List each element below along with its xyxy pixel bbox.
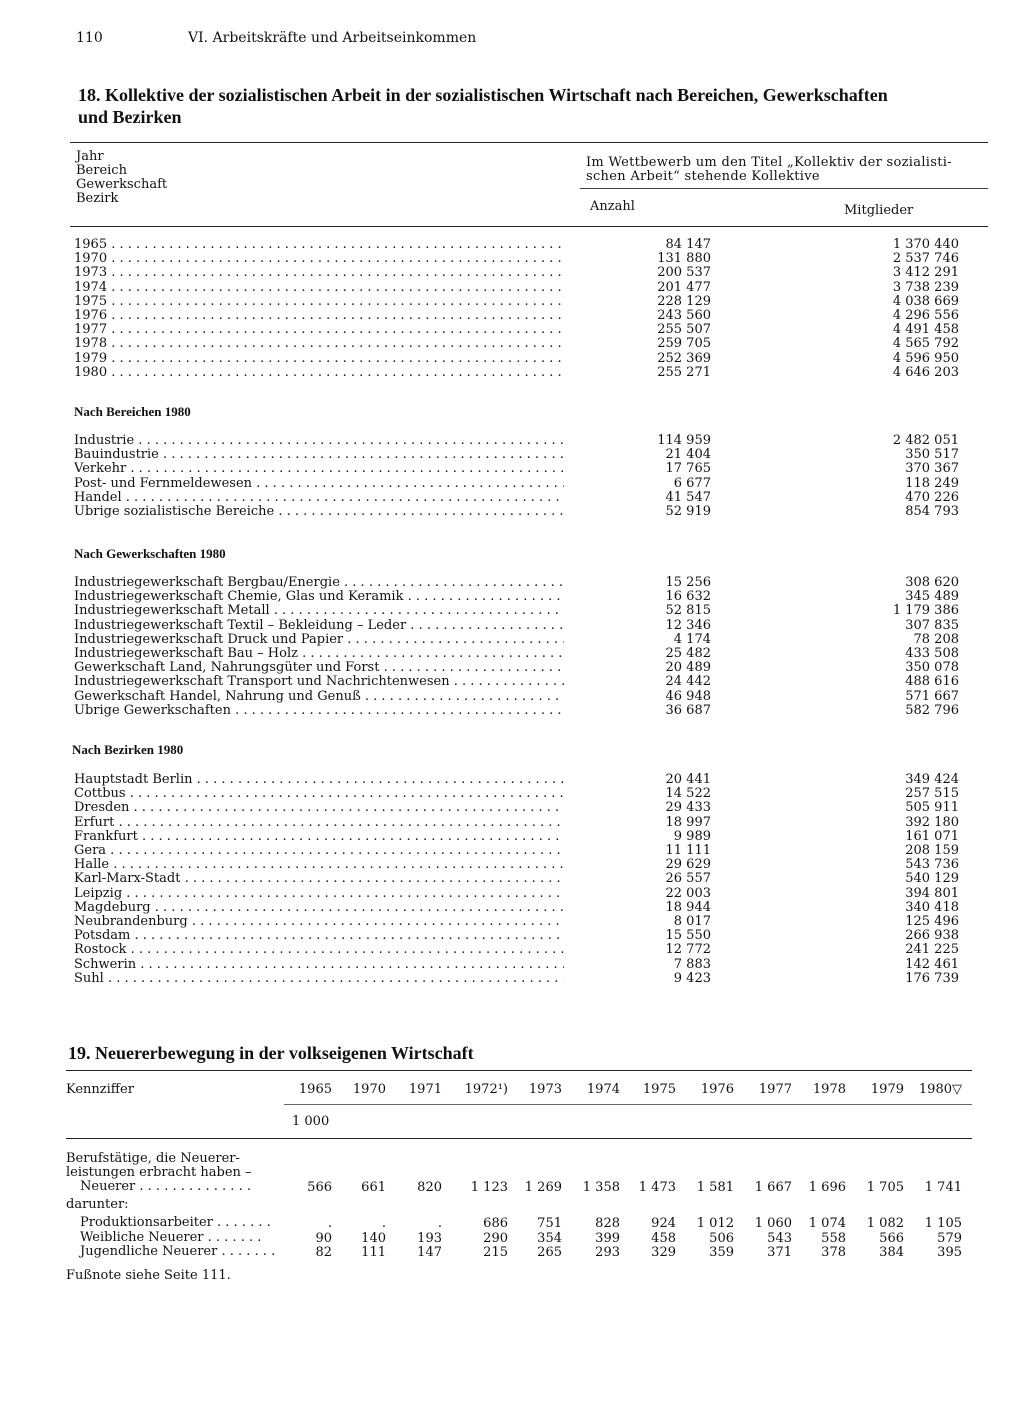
table-row: [74, 477, 989, 491]
table-cell: 371: [767, 1245, 792, 1260]
row-label: Gewerkschaft Handel, Nahrung und Genuß . . .: [74, 690, 564, 704]
value-anzahl: 25 482: [665, 646, 711, 661]
table-row: [74, 929, 989, 943]
section-bezirke: Nach Bezirken 1980: [72, 742, 184, 757]
value-mitglieder: 4 038 669: [892, 293, 959, 309]
year-header: 1980▽: [918, 1082, 962, 1097]
value-mitglieder: 142 461: [905, 956, 959, 972]
value-anzahl: 11 111: [665, 843, 711, 858]
value-mitglieder: 505 911: [905, 800, 959, 816]
row-label: 1970 . . .: [74, 252, 564, 266]
col-header-anzahl: Anzahl: [590, 199, 635, 214]
table-cell: 1 358: [582, 1180, 620, 1195]
value-mitglieder: 543 736: [905, 857, 959, 873]
value-anzahl: 9 989: [673, 828, 711, 844]
row-label: Erfurt . . .: [74, 816, 564, 830]
table-row: [74, 901, 989, 915]
table-19-title: 19. Neuererbewegung in der volkseigenen Wirtschaft: [68, 1043, 474, 1063]
row-label: Industriegewerkschaft Bergbau/Energie . . .: [74, 576, 564, 590]
value-anzahl: 15 550: [665, 928, 711, 944]
table-row: [74, 366, 989, 380]
value-mitglieder: 345 489: [905, 589, 959, 605]
value-mitglieder: 241 225: [905, 942, 959, 958]
table-row: [74, 633, 989, 647]
table-row: [74, 323, 989, 337]
value-anzahl: 255 271: [657, 364, 711, 380]
table-row: [74, 887, 989, 901]
table-cell: 1 473: [638, 1180, 676, 1195]
row-label: 1978 . . .: [74, 337, 564, 351]
table-row: [74, 830, 989, 844]
table-cell: 1 667: [754, 1180, 792, 1195]
row-label: Industriegewerkschaft Textil – Bekleidung – Leder . . .: [74, 619, 564, 633]
table-row: [74, 505, 989, 519]
table-cell: 329: [651, 1245, 676, 1260]
table-cell: 751: [537, 1216, 562, 1231]
row-label: Rostock . . .: [74, 943, 564, 957]
table-row: [74, 647, 989, 661]
row-label: Magdeburg . . .: [74, 901, 564, 915]
year-header: 1977: [758, 1082, 792, 1097]
year-header: 1971: [408, 1082, 442, 1097]
value-anzahl: 7 883: [673, 956, 711, 972]
table-cell: 543: [767, 1230, 792, 1246]
value-anzahl: 16 632: [665, 589, 711, 605]
value-mitglieder: 4 296 556: [892, 308, 959, 323]
table-row: [74, 252, 989, 266]
unit-label: 1 000: [292, 1114, 330, 1129]
table-cell: 140: [361, 1230, 386, 1246]
table-row: [74, 238, 989, 252]
table-row: [74, 462, 989, 476]
year-header: 1970: [352, 1082, 386, 1097]
table-row: [74, 958, 989, 972]
table-cell: 820: [417, 1180, 442, 1195]
row-label-line: Neuerer . . . . . . . . . . . . . .: [80, 1179, 251, 1194]
value-mitglieder: 307 835: [905, 617, 959, 633]
table-cell: 1 741: [924, 1180, 962, 1195]
value-anzahl: 18 944: [665, 899, 711, 915]
row-label: 1979 . . .: [74, 352, 564, 366]
table-cell: 293: [595, 1245, 620, 1260]
row-label: 1980 . . .: [74, 366, 564, 380]
table-cell: 399: [595, 1230, 620, 1246]
table-row: [74, 281, 989, 295]
table-cell: 215: [483, 1245, 508, 1260]
row-label: 1976 . . .: [74, 309, 564, 323]
table-row: [74, 816, 989, 830]
row-label: Potsdam . . .: [74, 929, 564, 943]
row-label: 1965 . . .: [74, 238, 564, 252]
value-mitglieder: 3 738 239: [892, 279, 959, 295]
group-header-rule: [580, 188, 988, 189]
value-anzahl: 201 477: [657, 279, 711, 295]
stub-header-line: Bezirk: [76, 191, 119, 206]
running-head-title: VI. Arbeitskräfte und Arbeitseinkommen: [188, 30, 477, 46]
value-anzahl: 20 489: [665, 660, 711, 676]
table-cell: 1 696: [808, 1180, 846, 1195]
value-mitglieder: 854 793: [905, 504, 959, 519]
subrow-label: Weibliche Neuerer . . . . . . .: [80, 1229, 262, 1245]
value-anzahl: 4 174: [673, 631, 711, 647]
page-number: 110: [76, 30, 103, 46]
table-cell: .: [437, 1216, 442, 1231]
year-header: 1976: [700, 1082, 734, 1097]
value-anzahl: 20 441: [665, 772, 711, 787]
value-anzahl: 15 256: [665, 575, 711, 590]
table-row: [74, 787, 989, 801]
row-label: 1973 . . .: [74, 266, 564, 280]
row-label: Gera . . .: [74, 844, 564, 858]
table-cell: 661: [361, 1180, 386, 1195]
value-anzahl: 17 765: [665, 461, 711, 477]
value-anzahl: 84 147: [665, 237, 711, 252]
table-cell: 686: [483, 1216, 508, 1231]
value-mitglieder: 266 938: [905, 928, 959, 944]
row-label: Leipzig . . .: [74, 887, 564, 901]
table-cell: 193: [417, 1230, 442, 1246]
year-header: 1978: [812, 1082, 846, 1097]
value-anzahl: 252 369: [657, 350, 711, 366]
table-row: [74, 661, 989, 675]
section-gewerkschaften: Nach Gewerkschaften 1980: [74, 546, 226, 561]
table-cell: 828: [595, 1216, 620, 1231]
row-label: Schwerin . . .: [74, 958, 564, 972]
table-18-stub-header: [76, 150, 167, 206]
value-anzahl: 12 772: [665, 942, 711, 958]
stub-header-line: Bereich: [76, 163, 127, 178]
table-row: [74, 590, 989, 604]
table-row: [74, 576, 989, 590]
value-mitglieder: 257 515: [905, 786, 959, 802]
row-label: Industriegewerkschaft Bau – Holz . . .: [74, 647, 564, 661]
col-header-mitglieder: Mitglieder: [844, 203, 914, 218]
table-cell: 359: [709, 1245, 734, 1260]
value-mitglieder: 1 370 440: [892, 237, 959, 252]
table-cell: 506: [709, 1230, 734, 1246]
year-header: 1972¹): [464, 1082, 508, 1097]
year-header: 1973: [528, 1082, 562, 1097]
value-anzahl: 24 442: [665, 674, 711, 690]
section-bereiche: Nach Bereichen 1980: [74, 404, 191, 419]
value-anzahl: 46 948: [665, 688, 711, 704]
row-label-text: Neuerer: [80, 1179, 136, 1194]
value-anzahl: 6 677: [673, 475, 711, 491]
table-cell: 566: [307, 1180, 332, 1195]
row-label: Hauptstadt Berlin . . .: [74, 773, 564, 787]
group-header-line: schen Arbeit“ stehende Kollektive: [586, 169, 820, 184]
value-mitglieder: 571 667: [905, 688, 959, 704]
value-anzahl: 12 346: [665, 617, 711, 633]
table-cell: 265: [537, 1245, 562, 1260]
value-anzahl: 9 423: [673, 970, 711, 986]
table-row: [74, 266, 989, 280]
table-row: [74, 704, 989, 718]
table-cell: 1 705: [866, 1180, 904, 1195]
table-cell: 1 082: [866, 1216, 904, 1231]
table-row: [74, 943, 989, 957]
table-cell: 558: [821, 1230, 846, 1246]
row-label: 1975 . . .: [74, 295, 564, 309]
table-cell: 458: [651, 1230, 676, 1246]
table-cell: 1 060: [754, 1216, 792, 1231]
row-label: Cottbus . . .: [74, 787, 564, 801]
table-cell: 1 105: [924, 1216, 962, 1231]
value-mitglieder: 4 565 792: [892, 336, 959, 352]
table-cell: 290: [483, 1230, 508, 1246]
row-label: Dresden . . .: [74, 801, 564, 815]
value-mitglieder: 540 129: [905, 871, 959, 887]
value-mitglieder: 350 078: [905, 660, 959, 676]
group-header-line: Im Wettbewerb um den Titel „Kollektiv der sozialisti-: [586, 155, 952, 170]
row-label-line: Berufstätige, die Neuerer-: [66, 1151, 240, 1166]
table-18-header-rule: [70, 226, 988, 227]
value-anzahl: 21 404: [665, 447, 711, 463]
table-row: [74, 844, 989, 858]
value-mitglieder: 1 179 386: [892, 603, 959, 619]
table-row: [74, 295, 989, 309]
subrow-label: Produktionsarbeiter . . . . . . .: [80, 1215, 271, 1230]
row-label: Industriegewerkschaft Chemie, Glas und Keramik . . .: [74, 590, 564, 604]
table-18-group-header: [586, 156, 986, 184]
value-mitglieder: 340 418: [905, 899, 959, 915]
table-cell: 924: [651, 1216, 676, 1231]
table-row: [74, 309, 989, 323]
value-mitglieder: 4 596 950: [892, 350, 959, 366]
value-anzahl: 18 997: [665, 814, 711, 830]
value-mitglieder: 4 491 458: [892, 322, 959, 338]
value-mitglieder: 308 620: [905, 575, 959, 590]
year-header: 1974: [586, 1082, 620, 1097]
row-label: Handel . . .: [74, 491, 564, 505]
year-header: 1979: [870, 1082, 904, 1097]
row-label: Gewerkschaft Land, Nahrungsgüter und Forst . . .: [74, 661, 564, 675]
value-anzahl: 41 547: [665, 489, 711, 505]
row-label: Industriegewerkschaft Transport und Nachrichtenwesen . . .: [74, 675, 564, 689]
table-cell: 384: [879, 1245, 904, 1260]
row-label: Industrie . . .: [74, 434, 564, 448]
table-row: [74, 448, 989, 462]
table-cell: 1 269: [524, 1180, 562, 1195]
value-anzahl: 200 537: [657, 265, 711, 281]
value-anzahl: 29 433: [665, 800, 711, 816]
table-row: [74, 352, 989, 366]
table-cell: 1 012: [696, 1216, 734, 1231]
value-anzahl: 259 705: [657, 336, 711, 352]
row-label: 1974 . . .: [74, 281, 564, 295]
table-18-top-rule: [70, 142, 988, 143]
stub-header-line: Gewerkschaft: [76, 177, 168, 192]
value-anzahl: 228 129: [657, 293, 711, 309]
value-anzahl: 29 629: [665, 857, 711, 873]
footnote: Fußnote siehe Seite 111.: [66, 1268, 231, 1283]
row-label: Übrige Gewerkschaften . . .: [74, 704, 564, 718]
table-cell: 1 074: [808, 1216, 846, 1231]
table-row: [74, 801, 989, 815]
table-cell: 395: [937, 1245, 962, 1260]
subrow-label: Jugendliche Neuerer . . . . . . .: [80, 1244, 276, 1259]
value-mitglieder: 161 071: [905, 828, 959, 844]
value-anzahl: 131 880: [657, 251, 711, 267]
row-label: 1977 . . .: [74, 323, 564, 337]
darunter-label: darunter:: [66, 1197, 129, 1212]
value-anzahl: 255 507: [657, 322, 711, 338]
value-anzahl: 52 919: [665, 504, 711, 519]
value-mitglieder: 470 226: [905, 489, 959, 505]
table-cell: 354: [537, 1230, 562, 1246]
row-label: Post- und Fernmeldewesen . . .: [74, 477, 564, 491]
value-anzahl: 14 522: [665, 786, 711, 802]
value-mitglieder: 176 739: [905, 970, 959, 986]
value-anzahl: 243 560: [657, 308, 711, 323]
value-mitglieder: 392 180: [905, 814, 959, 830]
row-label: Frankfurt . . .: [74, 830, 564, 844]
row-label: Industriegewerkschaft Metall . . .: [74, 604, 564, 618]
value-mitglieder: 582 796: [905, 702, 959, 718]
table-19-stub-header: Kennziffer: [66, 1082, 134, 1097]
value-mitglieder: 349 424: [905, 772, 959, 787]
table-row: [74, 858, 989, 872]
year-header-rule: [284, 1104, 972, 1105]
table-cell: 1 123: [470, 1180, 508, 1195]
value-mitglieder: 3 412 291: [892, 265, 959, 281]
table-cell: 111: [361, 1245, 386, 1260]
table-row: [74, 619, 989, 633]
table-cell: 1 581: [696, 1180, 734, 1195]
table-row: [74, 872, 989, 886]
value-mitglieder: 208 159: [905, 843, 959, 858]
row-label: Bauindustrie . . .: [74, 448, 564, 462]
running-head: [76, 30, 476, 46]
row-label: Industriegewerkschaft Druck und Papier . . .: [74, 633, 564, 647]
table-row: [74, 675, 989, 689]
table-19-top-rule: [66, 1070, 972, 1071]
table-row: [74, 604, 989, 618]
row-label: Suhl . . .: [74, 972, 564, 986]
table-row: [74, 690, 989, 704]
value-mitglieder: 125 496: [905, 914, 959, 929]
table-19-header-rule: [66, 1138, 972, 1139]
value-mitglieder: 2 537 746: [892, 251, 959, 267]
value-anzahl: 8 017: [673, 914, 711, 929]
table-18-title: 18. Kollektive der sozialistischen Arbeit in der sozialistischen Wirtschaft nach Bereichen, Gewerkschaften und Bezirken: [78, 85, 888, 127]
value-mitglieder: 394 801: [905, 885, 959, 901]
table-row: [74, 434, 989, 448]
row-label-line: leistungen erbracht haben –: [66, 1165, 252, 1180]
value-mitglieder: 78 208: [913, 631, 959, 647]
value-mitglieder: 488 616: [905, 674, 959, 690]
stub-header-line: Jahr: [76, 149, 104, 164]
table-cell: .: [327, 1216, 332, 1231]
row-label: Karl-Marx-Stadt . . .: [74, 872, 564, 886]
value-mitglieder: 370 367: [905, 461, 959, 477]
table-cell: 147: [417, 1245, 442, 1260]
row-label: Halle . . .: [74, 858, 564, 872]
year-header: 1975: [642, 1082, 676, 1097]
table-cell: .: [381, 1216, 386, 1231]
table-cell: 82: [315, 1245, 332, 1260]
row-label: Verkehr . . .: [74, 462, 564, 476]
value-anzahl: 52 815: [665, 603, 711, 619]
value-mitglieder: 350 517: [905, 447, 959, 463]
value-mitglieder: 2 482 051: [892, 433, 959, 448]
value-anzahl: 22 003: [665, 885, 711, 901]
table-row: [74, 773, 989, 787]
row-label: Übrige sozialistische Bereiche . . .: [74, 505, 564, 519]
value-anzahl: 26 557: [665, 871, 711, 887]
table-cell: 90: [315, 1230, 332, 1246]
year-header: 1965: [298, 1082, 332, 1097]
table-row: [74, 972, 989, 986]
row-label-neuerer: [66, 1152, 252, 1194]
table-cell: 579: [937, 1230, 962, 1246]
value-anzahl: 114 959: [657, 433, 711, 448]
value-anzahl: 36 687: [665, 702, 711, 718]
table-row: [74, 337, 989, 351]
row-label: Neubrandenburg . . .: [74, 915, 564, 929]
table-row: [74, 491, 989, 505]
value-mitglieder: 4 646 203: [892, 364, 959, 380]
table-row: [74, 915, 989, 929]
table-cell: 378: [821, 1245, 846, 1260]
value-mitglieder: 433 508: [905, 646, 959, 661]
table-cell: 566: [879, 1230, 904, 1246]
value-mitglieder: 118 249: [905, 475, 959, 491]
